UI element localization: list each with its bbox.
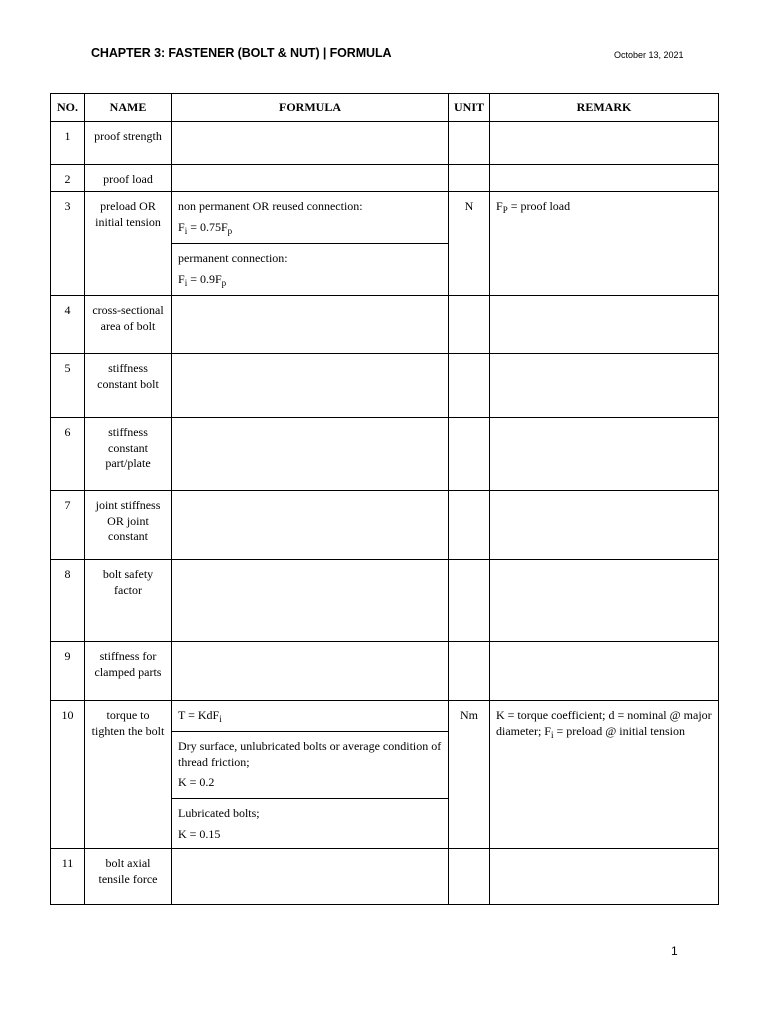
row-remark	[490, 354, 719, 418]
formula-subscript: p	[227, 225, 233, 236]
formula-expression	[178, 220, 442, 236]
row-name: preload OR initial tension	[85, 192, 172, 296]
row-remark	[490, 192, 719, 296]
row-formula	[172, 165, 449, 192]
row-name: stiffness constant bolt	[85, 354, 172, 418]
formula-label: Lubricated bolts;	[178, 806, 260, 820]
column-header-remark: REMARK	[490, 94, 719, 122]
table-row	[51, 122, 719, 165]
formula-case-lubricated	[172, 798, 448, 848]
row-unit: Nm	[449, 701, 490, 849]
formula-value: K = 0.15	[178, 826, 221, 841]
row-name: proof strength	[85, 122, 172, 165]
table-row	[51, 296, 719, 354]
row-remark	[490, 418, 719, 491]
formula-subscript: p	[221, 277, 227, 288]
table-row	[51, 491, 719, 560]
row-name: bolt safety factor	[85, 560, 172, 642]
formula-label: non permanent OR reused connection:	[178, 199, 363, 213]
row-formula	[172, 491, 449, 560]
remark-text: = proof load	[507, 199, 571, 213]
formula-subscript: i	[219, 714, 222, 724]
formula-torque	[172, 701, 448, 731]
formula-case-nonpermanent	[172, 192, 448, 243]
row-number: 10	[51, 701, 85, 849]
row-formula	[172, 560, 449, 642]
table-row	[51, 560, 719, 642]
row-remark	[490, 165, 719, 192]
row-formula	[172, 642, 449, 701]
row-remark	[490, 296, 719, 354]
row-remark	[490, 701, 719, 849]
table-row	[51, 642, 719, 701]
row-name: torque to tighten the bolt	[85, 701, 172, 849]
row-unit: N	[449, 192, 490, 296]
row-number: 5	[51, 354, 85, 418]
formula-subscript: i	[184, 277, 188, 288]
table-row	[51, 165, 719, 192]
row-formula	[172, 849, 449, 905]
row-unit	[449, 122, 490, 165]
row-remark	[490, 491, 719, 560]
formula-value: = 0.75F	[187, 219, 228, 234]
row-unit	[449, 354, 490, 418]
remark-symbol: F	[496, 199, 503, 213]
row-unit	[449, 418, 490, 491]
row-number: 3	[51, 192, 85, 296]
table-row	[51, 192, 719, 296]
formula-value: = 0.9F	[187, 271, 222, 286]
row-name: stiffness constant part/plate	[85, 418, 172, 491]
table-row	[51, 849, 719, 905]
page-number: 1	[671, 944, 678, 958]
row-unit	[449, 849, 490, 905]
row-formula	[172, 296, 449, 354]
column-header-name: NAME	[85, 94, 172, 122]
formula-table	[50, 93, 719, 905]
document-title: CHAPTER 3: FASTENER (BOLT & NUT) | FORMULA	[91, 46, 392, 60]
row-unit	[449, 642, 490, 701]
formula-case-permanent	[172, 243, 448, 295]
table-header-row	[51, 94, 719, 122]
remark-subscript: P	[502, 205, 508, 215]
formula-expression: T = KdF	[178, 708, 220, 722]
row-number: 7	[51, 491, 85, 560]
formula-case-dry	[172, 731, 448, 798]
table-row	[51, 354, 719, 418]
row-formula	[172, 122, 449, 165]
formula-symbol: F	[178, 219, 185, 234]
row-name: joint stiffness OR joint constant	[85, 491, 172, 560]
row-name: stiffness for clamped parts	[85, 642, 172, 701]
row-formula	[172, 192, 449, 296]
formula-value: K = 0.2	[178, 775, 215, 789]
remark-subscript: i	[550, 729, 554, 740]
row-unit	[449, 560, 490, 642]
row-number: 4	[51, 296, 85, 354]
row-remark	[490, 849, 719, 905]
remark-text: = preload @ initial tension	[553, 723, 685, 738]
remark-text: K = torque coefficient; d = nominal @ major diameter; F	[496, 708, 712, 738]
row-number: 1	[51, 122, 85, 165]
row-number: 6	[51, 418, 85, 491]
formula-expression	[178, 272, 442, 288]
column-header-formula: FORMULA	[172, 94, 449, 122]
row-remark	[490, 642, 719, 701]
row-formula	[172, 418, 449, 491]
column-header-no: NO.	[51, 94, 85, 122]
row-unit	[449, 491, 490, 560]
formula-label: permanent connection:	[178, 251, 288, 265]
table-row	[51, 701, 719, 849]
column-header-unit: UNIT	[449, 94, 490, 122]
row-number: 8	[51, 560, 85, 642]
row-name: bolt axial tensile force	[85, 849, 172, 905]
row-number: 9	[51, 642, 85, 701]
row-remark	[490, 122, 719, 165]
row-unit	[449, 165, 490, 192]
row-unit	[449, 296, 490, 354]
row-formula	[172, 701, 449, 849]
row-name: cross-sectional area of bolt	[85, 296, 172, 354]
row-formula	[172, 354, 449, 418]
formula-symbol: F	[178, 271, 185, 286]
formula-label: Dry surface, unlubricated bolts or average condition of thread friction;	[178, 739, 442, 769]
document-date: October 13, 2021	[614, 50, 684, 60]
formula-subscript: i	[184, 225, 188, 236]
table-row	[51, 418, 719, 491]
row-number: 11	[51, 849, 85, 905]
row-remark	[490, 560, 719, 642]
row-number: 2	[51, 165, 85, 192]
row-name: proof load	[85, 165, 172, 192]
